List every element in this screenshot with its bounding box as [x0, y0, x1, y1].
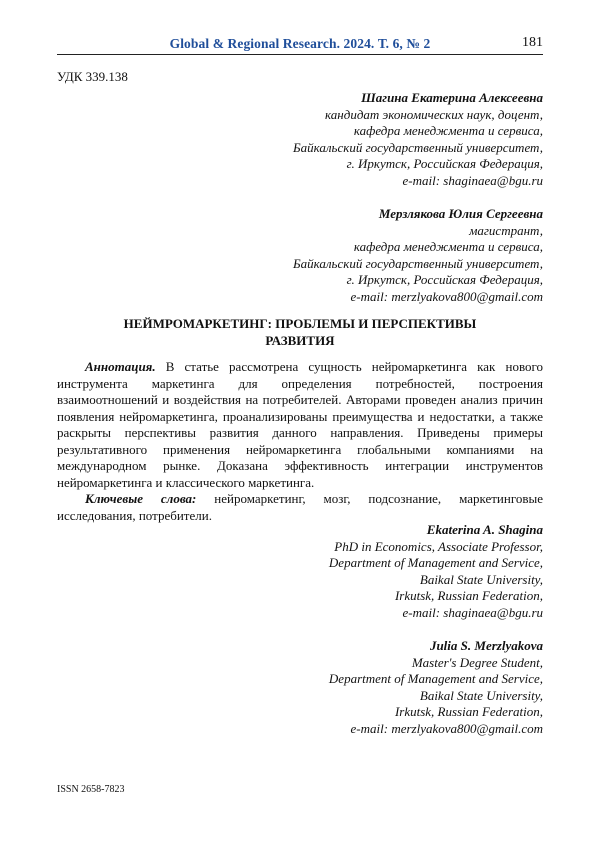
author-department: Department of Management and Service,	[329, 555, 543, 572]
author-university: Baikal State University,	[329, 572, 543, 589]
author-en-2	[329, 638, 543, 738]
running-header	[57, 34, 543, 55]
author-ru-1	[293, 90, 543, 190]
author-university: Байкальский государственный университет,	[293, 256, 543, 273]
author-name: Мерзлякова Юлия Сергеевна	[293, 206, 543, 223]
keywords-label: Ключевые слова:	[85, 491, 196, 506]
author-city: Irkutsk, Russian Federation,	[329, 588, 543, 605]
keywords	[57, 491, 543, 524]
title-line-2: РАЗВИТИЯ	[57, 333, 543, 350]
author-en-1	[329, 522, 543, 622]
author-name: Ekaterina A. Shagina	[329, 522, 543, 539]
author-name: Шагина Екатерина Алексеевна	[293, 90, 543, 107]
author-position: PhD in Economics, Associate Professor,	[329, 539, 543, 556]
author-name: Julia S. Merzlyakova	[329, 638, 543, 655]
author-email: e-mail: merzlyakova800@gmail.com	[293, 289, 543, 306]
author-email: e-mail: shaginaea@bgu.ru	[293, 173, 543, 190]
title-line-1: НЕЙМРОМАРКЕТИНГ: ПРОБЛЕМЫ И ПЕРСПЕКТИВЫ	[57, 316, 543, 333]
abstract-label: Аннотация.	[85, 359, 156, 374]
author-position: кандидат экономических наук, доцент,	[293, 107, 543, 124]
author-city: г. Иркутск, Российская Федерация,	[293, 156, 543, 173]
author-position: магистрант,	[293, 223, 543, 240]
author-email: e-mail: shaginaea@bgu.ru	[329, 605, 543, 622]
author-email: e-mail: merzlyakova800@gmail.com	[329, 721, 543, 738]
author-university: Baikal State University,	[329, 688, 543, 705]
udk-code: УДК 339.138	[57, 69, 128, 85]
author-department: кафедра менеджмента и сервиса,	[293, 123, 543, 140]
abstract-text: В статье рассмотрена сущность нейромаркетинга как нового инструмента маркетинга для определения потребностей, построения взаимоотношений и воздействия на потребителей. Авторами проведен анализ причин появления нейромаркетинга, проанализированы преимущества и недостатки, а также раскрыты перспективы развития данного направления. Приведены примеры результативного применения нейромаркетинга глобальными компаниями на международном рынке. Доказана эффективность интеграции инструментов нейромаркетинга и классического маркетинга.	[57, 359, 543, 490]
article-title	[57, 316, 543, 349]
author-ru-2	[293, 206, 543, 306]
issn: ISSN 2658-7823	[57, 784, 125, 795]
keywords-text: нейромаркетинг, мозг, подсознание, маркетинговые исследования, потребители.	[57, 491, 543, 523]
author-department: кафедра менеджмента и сервиса,	[293, 239, 543, 256]
author-department: Department of Management and Service,	[329, 671, 543, 688]
journal-title: Global & Regional Research. 2024. Т. 6, № 2	[57, 36, 543, 52]
page-number: 181	[522, 35, 543, 51]
author-city: г. Иркутск, Российская Федерация,	[293, 272, 543, 289]
author-position: Master's Degree Student,	[329, 655, 543, 672]
author-city: Irkutsk, Russian Federation,	[329, 704, 543, 721]
abstract	[57, 359, 543, 491]
page	[0, 0, 600, 848]
author-university: Байкальский государственный университет,	[293, 140, 543, 157]
